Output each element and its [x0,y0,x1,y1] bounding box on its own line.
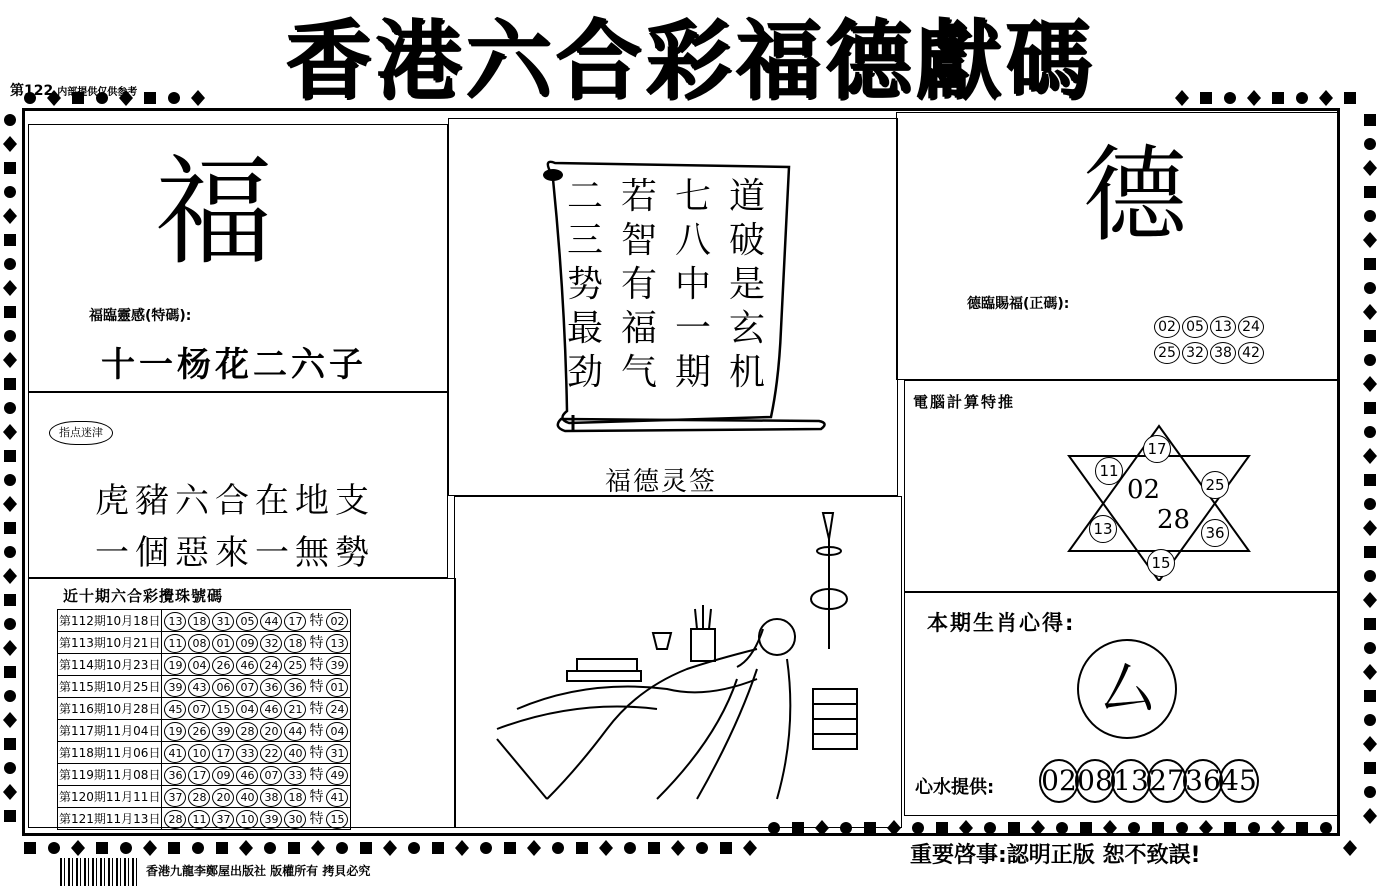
border-ornament [24,842,36,854]
de-big-char: 德 [1083,134,1188,256]
history-date: 第120期11月11日 [58,786,162,808]
special-ball: 41 [326,788,348,807]
history-ball: 46 [236,766,258,785]
publisher-text: 香港九龍李鄭屋出版社 版權所有 拷貝必究 [146,864,371,878]
border-ornament [1363,592,1377,608]
border-ornament [1364,258,1376,270]
de-numbers [1153,313,1289,365]
xinshui-number-ball: 08 [1075,759,1115,803]
history-ball: 39 [212,722,234,741]
border-ornament [4,162,16,174]
border-ornament [1364,714,1376,726]
border-ornament [1364,330,1376,342]
fu-hint: 十一杨花二六子 [101,345,367,385]
border-ornament [1363,304,1377,320]
special-ball: 31 [326,744,348,763]
border-ornament [1175,90,1189,106]
border-ornament [4,762,16,774]
issue-label [10,80,137,100]
history-ball: 18 [284,634,306,653]
history-ball: 37 [212,810,234,829]
border-ornament [4,306,16,318]
border-ornament [576,842,588,854]
border-ornament [3,784,17,800]
history-ball: 24 [260,656,282,675]
history-ball: 37 [164,788,186,807]
border-ornament [192,842,204,854]
border-ornament [3,712,17,728]
scholar-illustration [457,499,897,819]
history-ball: 10 [188,744,210,763]
history-date: 第113期10月21日 [58,632,162,654]
border-ornament [4,114,16,126]
zodiac-title: 本期生肖心得: [927,611,1076,635]
star-point-13: 13 [1089,515,1117,543]
border-ornament [1364,402,1376,414]
xinshui-number-ball: 45 [1219,759,1259,803]
border-ornament [696,842,708,854]
special-label: 特 [309,613,324,629]
xinshui-number-ball: 13 [1111,759,1151,803]
history-panel [28,578,456,828]
border-ornament [4,690,16,702]
border-ornament [1344,92,1356,104]
history-ball: 17 [284,612,306,631]
border-ornament [1247,90,1261,106]
border-ornament [4,474,16,486]
history-ball: 19 [164,722,186,741]
history-ball: 17 [188,766,210,785]
history-ball: 19 [164,656,186,675]
border-ornament [191,90,205,106]
border-ornament [1363,520,1377,536]
border-ornament [1363,736,1377,752]
border-ornament [168,92,180,104]
tip-bubble-text: 指点迷津 [59,426,103,439]
scroll-column-4: 二三势最劲 [566,176,603,393]
history-ball: 46 [236,656,258,675]
border-ornament [336,842,348,854]
border-ornament [480,842,492,854]
border-ornament [1200,92,1212,104]
tip-line-1: 虎豬六合在地支 [95,481,375,521]
history-ball: 18 [188,612,210,631]
history-ball: 26 [212,656,234,675]
star-point-15: 15 [1147,549,1175,577]
border-ornament [144,92,156,104]
border-ornament [120,842,132,854]
tip-bubble [49,421,113,445]
history-ball: 07 [260,766,282,785]
history-row [58,676,351,698]
history-ball: 28 [188,788,210,807]
border-ornament [1343,840,1357,856]
history-ball: 44 [260,612,282,631]
special-ball: 24 [326,700,348,719]
history-ball: 17 [212,744,234,763]
history-date: 第121期11月13日 [58,808,162,830]
page-title: 香港六合彩福德獻碼 [285,10,1095,111]
border-ornament [216,842,228,854]
border-ornament [1363,376,1377,392]
history-ball: 09 [212,766,234,785]
border-ornament [4,258,16,270]
fu-panel [28,124,448,392]
border-ornament [743,840,757,856]
special-ball: 13 [326,634,348,653]
border-ornament [48,842,60,854]
history-balls [162,764,351,786]
border-ornament [432,842,444,854]
border-ornament [4,234,16,246]
zodiac-char: 厶 [1100,657,1154,720]
history-ball: 18 [284,788,306,807]
special-label: 特 [309,789,324,805]
history-row [58,808,351,830]
history-ball: 36 [260,678,282,697]
star-inner-02: 02 [1127,475,1161,505]
history-ball: 40 [236,788,258,807]
border-ornament [1364,642,1376,654]
special-label: 特 [309,657,324,673]
de-number-ball: 42 [1238,342,1264,364]
history-ball: 43 [188,678,210,697]
history-date: 第119期11月08日 [58,764,162,786]
history-date: 第115期10月25日 [58,676,162,698]
history-ball: 36 [164,766,186,785]
special-ball: 49 [326,766,348,785]
border-ornament [1364,690,1376,702]
computer-panel [904,380,1338,592]
border-ornament [4,378,16,390]
history-ball: 04 [188,656,210,675]
border-ornament [4,186,16,198]
border-ornament [624,842,636,854]
scroll-column-3: 若智有福气 [620,176,657,393]
border-ornament [3,352,17,368]
border-ornament [455,840,469,856]
border-ornament [1364,570,1376,582]
history-ball: 30 [284,810,306,829]
border-ornament [599,840,613,856]
history-ball: 39 [164,678,186,697]
star-point-25: 25 [1201,471,1229,499]
history-ball: 46 [260,700,282,719]
border-ornament [1364,786,1376,798]
border-ornament [1364,138,1376,150]
history-ball: 04 [236,700,258,719]
border-ornament [383,840,397,856]
history-ball: 22 [260,744,282,763]
history-ball: 25 [284,656,306,675]
history-balls [162,720,351,742]
xinshui-number-ball: 02 [1039,759,1079,803]
border-ornament [552,842,564,854]
border-ornament [3,136,17,152]
border-ornament [3,424,17,440]
de-number-ball: 25 [1154,342,1180,364]
history-balls [162,676,351,698]
xinshui-number-ball: 27 [1147,759,1187,803]
history-row [58,610,351,632]
special-ball: 02 [326,612,348,631]
star-point-11: 11 [1095,457,1123,485]
history-date: 第117期11月04日 [58,720,162,742]
history-balls [162,808,351,830]
tip-line-2: 一個惡來一無勢 [95,533,375,573]
issue-number: 第122 [10,83,54,99]
history-ball: 36 [284,678,306,697]
border-ornament [504,842,516,854]
fu-label: 福臨靈感(特碼): [89,308,192,324]
de-number-ball: 38 [1210,342,1236,364]
zodiac-circle [1077,639,1177,739]
border-ornament [3,280,17,296]
computer-title: 電腦計算特推 [913,393,1016,411]
history-row [58,742,351,764]
de-label: 德臨賜福(正碼): [967,296,1070,312]
border-ornament [4,450,16,462]
border-ornament [527,840,541,856]
border-ornament [1319,90,1333,106]
border-ornament [720,842,732,854]
special-label: 特 [309,811,324,827]
scroll-caption: 福德灵签 [605,467,718,497]
de-number-ball: 05 [1182,316,1208,338]
special-ball: 39 [326,656,348,675]
border-ornament [96,842,108,854]
de-number-ball: 13 [1210,316,1236,338]
border-ornament [4,546,16,558]
border-ornament [648,842,660,854]
border-ornament [360,842,372,854]
history-ball: 32 [260,634,282,653]
history-date: 第112期10月18日 [58,610,162,632]
history-ball: 20 [260,722,282,741]
border-ornament [239,840,253,856]
history-ball: 31 [212,612,234,631]
history-balls [162,610,351,632]
border-ornament [311,840,325,856]
history-ball: 05 [236,612,258,631]
history-date: 第118期11月06日 [58,742,162,764]
border-ornament [1363,160,1377,176]
history-row [58,632,351,654]
border-ornament [4,594,16,606]
tip-panel [28,392,448,578]
history-ball: 38 [260,788,282,807]
history-ball: 01 [212,634,234,653]
border-ornament [1296,92,1308,104]
border-ornament [1363,448,1377,464]
history-ball: 07 [236,678,258,697]
border-ornament [1364,474,1376,486]
border-ornament [1364,498,1376,510]
history-row [58,698,351,720]
history-row [58,654,351,676]
star-inner-28: 28 [1157,505,1191,535]
scroll-panel [448,118,898,496]
illustration-panel [454,496,902,828]
history-balls [162,654,351,676]
fu-big-char: 福 [155,143,274,281]
special-label: 特 [309,723,324,739]
history-ball: 06 [212,678,234,697]
history-ball: 11 [164,634,186,653]
border-ornament [4,618,16,630]
history-ball: 45 [164,700,186,719]
special-label: 特 [309,701,324,717]
special-ball: 01 [326,678,348,697]
special-label: 特 [309,767,324,783]
history-ball: 07 [188,700,210,719]
special-label: 特 [309,679,324,695]
special-ball: 04 [326,722,348,741]
star-point-36: 36 [1201,519,1229,547]
history-row [58,720,351,742]
border-ornament [1364,618,1376,630]
history-ball: 39 [260,810,282,829]
border-ornament [264,842,276,854]
xinshui-number-ball: 36 [1183,759,1223,803]
notice-text: 重要啓事:認明正版 恕不致誤! [910,843,1201,868]
border-ornament [3,496,17,512]
history-row [58,786,351,808]
scroll-column-1: 道破是玄机 [728,176,765,393]
border-ornament [1363,808,1377,824]
border-ornament [1224,92,1236,104]
history-ball: 08 [188,634,210,653]
history-ball: 40 [284,744,306,763]
history-ball: 15 [212,700,234,719]
border-ornament [143,840,157,856]
border-ornament [671,840,685,856]
history-ball: 44 [284,722,306,741]
star-point-17: 17 [1143,435,1171,463]
special-label: 特 [309,635,324,651]
history-table [57,609,351,830]
history-date: 第114期10月23日 [58,654,162,676]
border-ornament [4,522,16,534]
border-ornament [4,402,16,414]
history-ball: 20 [212,788,234,807]
border-ornament [408,842,420,854]
border-ornament [3,640,17,656]
history-ball: 33 [284,766,306,785]
history-ball: 28 [236,722,258,741]
zodiac-panel [904,592,1338,816]
history-ball: 28 [164,810,186,829]
history-balls [162,698,351,720]
history-row [58,764,351,786]
history-balls [162,632,351,654]
border-ornament [1364,546,1376,558]
border-ornament [1364,354,1376,366]
border-ornament [4,666,16,678]
border-ornament [1363,664,1377,680]
history-ball: 10 [236,810,258,829]
special-label: 特 [309,745,324,761]
border-ornament [1364,762,1376,774]
history-ball: 26 [188,722,210,741]
de-panel [896,112,1338,380]
border-ornament [168,842,180,854]
border-ornament [1364,186,1376,198]
history-ball: 33 [236,744,258,763]
border-ornament [1364,114,1376,126]
history-balls [162,742,351,764]
border-ornament [1364,426,1376,438]
history-date: 第116期10月28日 [58,698,162,720]
border-ornament [3,568,17,584]
xinshui-label: 心水提供: [915,777,995,798]
history-ball: 13 [164,612,186,631]
history-title: 近十期六合彩攪珠號碼 [63,587,224,605]
xinshui-numbers [1041,759,1257,803]
history-ball: 09 [236,634,258,653]
history-ball: 21 [284,700,306,719]
history-balls [162,786,351,808]
border-ornament [1272,92,1284,104]
border-ornament [4,810,16,822]
scroll-column-2: 七八中一期 [674,176,711,393]
border-ornament [1363,232,1377,248]
border-ornament [71,840,85,856]
border-ornament [1364,210,1376,222]
special-ball: 15 [326,810,348,829]
history-ball: 11 [188,810,210,829]
history-ball: 41 [164,744,186,763]
border-ornament [288,842,300,854]
barcode [60,858,140,886]
de-number-ball: 32 [1182,342,1208,364]
border-ornament [4,738,16,750]
border-ornament [4,330,16,342]
de-number-ball: 24 [1238,316,1264,338]
issue-note: 内部提供仅供参考 [57,87,138,98]
border-ornament [1364,282,1376,294]
de-number-ball: 02 [1154,316,1180,338]
border-ornament [3,208,17,224]
